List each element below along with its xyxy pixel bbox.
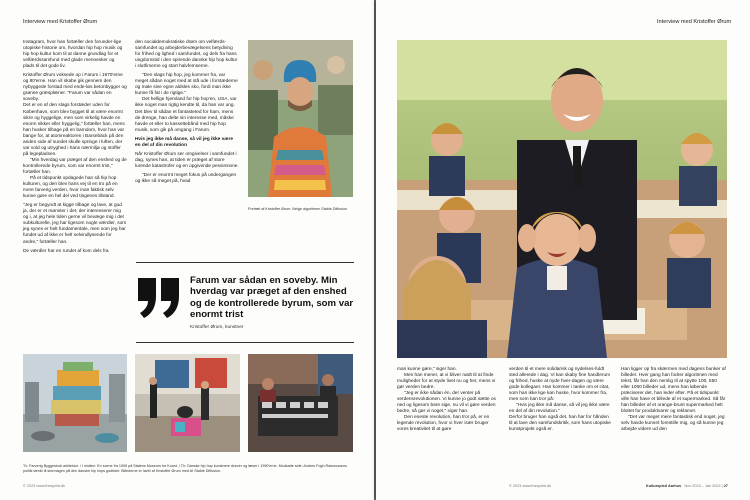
portrait-caption: Portræt af Kristoffer Ørum. Nelge algoritmen Stable Diffusion xyxy=(248,207,348,211)
classroom-photo xyxy=(397,40,727,358)
body-column-1 xyxy=(397,367,501,434)
page-number: 27 xyxy=(723,484,728,488)
footer-right xyxy=(646,484,728,488)
paragraph: "Min hverdag var præget af den enshed og de kontrollerede byrum, som var enormt trist," fortæller han. xyxy=(23,157,127,175)
paragraph: Han ligger op fra skærmen med dagens bunker af billeder. Hver gang han fodrer algoritmen med tekst, får han den nemlig til at spytte 100, 550 eller 1000 billeder ud, mens han løbende præciserer det, han leder efter. På et tidspunkt ville han have et billede af et supermarked. Så får han billeder af et orange-brunt supermarked helt blottet for produktvarer og reklamer. xyxy=(621,367,726,415)
paragraph: Det er en af den slags forstæder uden for København, som blev bygget til at være enormt sikre og hyggelige, men som virkelig havde en enorm sikker eller hyggelig," fortæller han, mens han husker tilbage på en barndom, hvor han var bange for, at atomreaktoren i Barsebäck på den anden side af sundet skulle springe i luften, der var vold og utryghed i hans nærmiljø og stoffer på legepladsen. xyxy=(23,103,125,157)
quote-rule-top xyxy=(136,262,354,263)
paragraph: Men han mener, at vi bliver nødt til at finde muligheder for at styde livet nu og her, mens vi gør verden bedre. xyxy=(397,373,496,391)
issue-date: · Nov 2023 – Jan 2024 | xyxy=(682,484,723,488)
paragraph: man kunne gøre," siger han. xyxy=(397,367,457,372)
hiphop-artists-photo xyxy=(248,354,353,452)
paragraph: verden til et mere solidarisk og nydelses-fuldt sted allerede i dag. Vi kan skaby fine handlerum og frihed, huske at nyde hver-dagen og være gode kollegaer. Han kommer i tanke om et citat, som han ikke lige kan huske, hvor kommer fra, men som han tror på: xyxy=(509,367,611,403)
paragraph: "Den slags hip hop, jeg kommer fra, var meget sådan noget med at stå ude i forstæderne og male sine egne aldsles sko, fordi man ikke kunne få fat i de rigtige." xyxy=(135,73,238,97)
publication-name: Kulturspied Aarhus xyxy=(646,484,682,488)
pull-quote: Farum var sådan en soveby. Min hverdag var præget af den enshed og de kontrollerede byrum, som var enormt trist xyxy=(190,275,354,321)
left-page xyxy=(0,0,374,500)
body-column-3 xyxy=(621,367,727,434)
footer-left: © 2023 www.thesprint.dk xyxy=(23,484,66,488)
running-head: Interview med Kristoffer Ørum xyxy=(657,19,732,25)
paragraph: Instagram, hvor han fortæller den forunder-lige utopiske historie om, hvordan hip hop musik og hip hop kultur kom til at danne grundlag for et velfærdssamfund med glade mennesker og plads til det gode liv. xyxy=(23,40,123,70)
paragraph: Kristoffer Ørum voksede op i Farum i 1970'erne og 80'erne. Han vil skabe gik gennem den nybyggede forstad med ende-løs betonbygger og grønne græsplæner. "Farum var sådan en soveby. xyxy=(23,73,127,103)
pull-quote-attribution: Kristoffer Ørum, kunstner xyxy=(190,325,244,330)
paragraph: Den eneste revolution, han tror på, er en legende revolution, hvor vi hver især bruger vores kreativitet til at gøre xyxy=(397,415,490,433)
portrait-photo xyxy=(248,40,353,197)
paragraph: Det hellige hjemland for hip hop'en, USA, var ikke noget man rigtig kendte til, da han var ung. Det blev til sådan et fantasteted for ham, mens de drenge, han delte sin interesse med, måske havde et eller to kassettebånd med hip hop musik, som gik på omgang i Farum. xyxy=(135,97,237,133)
paragraph: Når Kristoffer Ørum ser omgivelser i samfundet i dag, synes han, at tiden er præget af store lurende katastrofer og en opgivende pessimisme. xyxy=(135,151,239,169)
paragraph: "Hvis jeg ikke må danse, så vil jeg ikke være en del af din revolution." xyxy=(509,403,610,415)
paragraph: den socialdemokratiske drøm om velfærds-samfundet og arbejderbevægelsens betydning for frihed og lighed i samfundet, og dels fra hans ungdomstid i den spirende danske hip hop kultur i slutfirserne og start halvfemserne. xyxy=(135,40,238,70)
running-head: Interview med Kristoffer Ørum xyxy=(23,19,98,25)
quote-mark-icon xyxy=(136,276,182,318)
paragraph: "Der er enormt meget fokus på undergangen og ikke så meget på, hvad xyxy=(135,172,237,184)
footer-left: © 2023 www.thesprint.dk xyxy=(509,484,552,488)
paragraph: Derfor bruger han også det, han har for hånden til at lave den samfundskritik, som hans utopiske kunstprojekt også er. xyxy=(509,415,611,433)
museum-scene-photo xyxy=(135,354,240,452)
architecture-photo xyxy=(23,354,127,452)
paragraph: "Jeg er begyndt at kigge tilbage og lave, at gud ja, der er et mønster i det, der interesserer mig og i, at jeg hele tiden gerne vil bevæge mig i det subkulturelle, jeg har ligesom nogle værdier, som jeg synes er helt fundamentale, men som jeg har fundet ud af ikke er helt selvindlysende for andre," fortæller han. xyxy=(23,203,127,245)
paragraph: På et tidspunkt opdagede han så hip hop kulturen, og den blev hans vej til en tro på en mere farverig verden, hvor man faktisk selv kunne gøre en hel del ved tingenes tilstand. xyxy=(23,176,118,200)
paragraph: "Det var meget mere fantastisk end noget, jeg selv havde kunnet forestille mig, og så kunne jeg arbejde videre ud den xyxy=(621,415,725,433)
subheading: Hvis jeg ikke må danse, så vil jeg ikke være en del af din revolution xyxy=(135,136,233,148)
body-column-1 xyxy=(23,40,127,255)
body-column-2 xyxy=(509,367,613,434)
right-page xyxy=(376,0,750,500)
bottom-caption: Tv: Farverig Byggeskub arkitektur. / I midten: En scene fra 1995 på Statens Museum for Kunst. / Th: Danske hip hop kunstnere dvever og læser i 1990'erne. Modsatte side: Anders Fogh Rasmussens politik tænkt til stormagen på den danske hip hops godtider. Billederne er lavet af Kristoffer Ørum med AI Stable Diffusion. xyxy=(23,464,347,473)
quote-rule-bottom xyxy=(136,342,354,343)
body-column-2 xyxy=(135,40,239,185)
paragraph: De værdier har en rundet af kom dels fra xyxy=(23,248,109,254)
paragraph: "Jeg er ikke sådan én, der venter på verdensrevolutionen. Vi kunne jo godt sætte os ned og ligesom bare sige, nu vil vi gøre verden bedre, så gør vi noget." siger han. xyxy=(397,391,496,415)
